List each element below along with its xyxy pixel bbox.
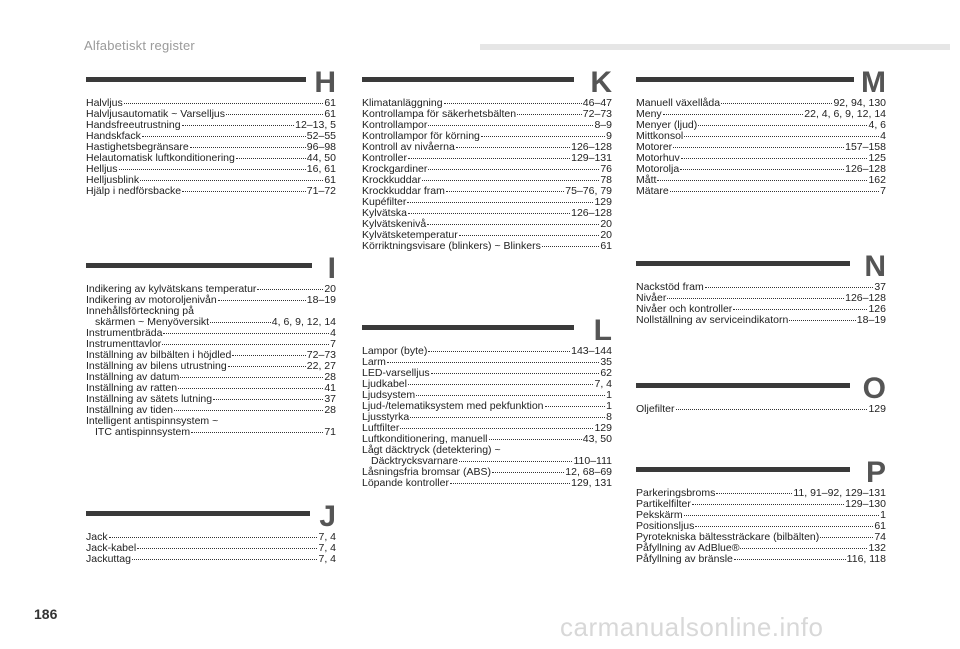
entry-pages: 20 <box>600 218 612 230</box>
section-rule <box>362 77 574 82</box>
entry-pages: 126–128 <box>845 292 886 304</box>
entry-text: Påfyllning av AdBlue® <box>636 542 740 554</box>
entry-text: Indikering av motoroljenivån <box>86 294 217 306</box>
entry-text: Parkeringsbroms <box>636 487 716 499</box>
entry-text: Kontroll av nivåerna <box>362 141 455 153</box>
section-letter: J <box>319 500 336 533</box>
entry-pages: 28 <box>324 404 336 416</box>
entry-text: Kontrollampa för säkerhetsbälten <box>362 108 517 120</box>
entry-pages: 18–19 <box>856 314 886 326</box>
entry-text: Nivåer och kontroller <box>636 303 733 315</box>
entry-pages: 28 <box>324 371 336 383</box>
entry-text: Inställning av ratten <box>86 382 178 394</box>
entry-text: Inställning av datum <box>86 371 180 383</box>
entry-pages: 129 <box>594 422 612 434</box>
entry-text: Krockgardiner <box>362 163 428 175</box>
entry-text: Mått <box>636 174 657 186</box>
entry-text: Ljud-/telematiksystem med pekfunktion <box>362 400 544 412</box>
entry-text: Halvljusautomatik ~ Varselljus <box>86 108 225 120</box>
entry-text: Kontrollampor för körning <box>362 130 480 142</box>
entry-text: Helljus <box>86 163 118 175</box>
entry-text: Kontrollampor <box>362 119 428 131</box>
entry-text: Handsfreeutrustning <box>86 119 181 131</box>
entry-pages: 1 <box>880 509 886 521</box>
entry-pages: 162 <box>868 174 886 186</box>
page-number: 186 <box>34 606 58 622</box>
index-entry[interactable] <box>86 554 336 565</box>
entry-pages: 157–158 <box>845 141 886 153</box>
entry-pages: 46–47 <box>582 97 612 109</box>
entry-text: Motorer <box>636 141 673 153</box>
index-list <box>86 98 336 197</box>
entry-text: Partikelfilter <box>636 498 691 510</box>
entry-pages: 75–76, 79 <box>565 185 612 197</box>
entry-pages: 61 <box>324 108 336 120</box>
entry-pages: 41 <box>324 382 336 394</box>
entry-text: Inställning av sätets lutning <box>86 393 213 405</box>
entry-text: LED-varselljus <box>362 367 430 379</box>
entry-pages: 126–128 <box>571 141 612 153</box>
entry-text: skärmen ~ Menyöversikt <box>95 316 210 328</box>
entry-pages: 1 <box>606 400 612 412</box>
entry-pages: 4, 6 <box>868 119 886 131</box>
entry-text: Lågt däcktryck (detektering) ~ <box>362 444 501 456</box>
entry-text: Däcktrycksvarnare <box>371 455 458 467</box>
entry-text: Påfyllning av bränsle <box>636 553 733 565</box>
entry-text: Pekskärm <box>636 509 683 521</box>
entry-text: Helljusblink <box>86 174 140 186</box>
index-list <box>636 282 886 326</box>
section-letter: P <box>865 456 886 489</box>
entry-text: Jack-kabel <box>86 542 137 554</box>
entry-pages: 71–72 <box>306 185 336 197</box>
entry-pages: 22, 27 <box>306 360 336 372</box>
entry-text: Positionsljus <box>636 520 695 532</box>
entry-pages: 4 <box>880 130 886 142</box>
index-list <box>636 98 886 197</box>
entry-text: Instrumenttavlor <box>86 338 162 350</box>
section-rule <box>86 263 312 268</box>
entry-pages: 35 <box>600 356 612 368</box>
entry-text: ITC antispinnsystem <box>95 426 191 438</box>
index-entry[interactable] <box>636 554 886 565</box>
entry-pages: 12, 68–69 <box>565 466 612 478</box>
entry-pages: 52–55 <box>306 130 336 142</box>
entry-pages: 20 <box>324 283 336 295</box>
entry-pages: 116, 118 <box>846 553 886 565</box>
entry-text: Motorolja <box>636 163 680 175</box>
section-rule <box>636 77 854 82</box>
entry-text: Nollställning av serviceindikatorn <box>636 314 789 326</box>
entry-text: Löpande kontroller <box>362 477 449 489</box>
index-entry[interactable] <box>86 186 336 197</box>
entry-text: Menyer (ljud) <box>636 119 698 131</box>
entry-pages: 126–128 <box>571 207 612 219</box>
entry-text: Inställning av tiden <box>86 404 173 416</box>
entry-pages: 129–131 <box>571 152 612 164</box>
entry-text: Intelligent antispinnsystem ~ <box>86 415 219 427</box>
entry-text: Handskfack <box>86 130 141 142</box>
section-letter: L <box>593 314 612 347</box>
entry-pages: 11, 91–92, 129–131 <box>793 487 886 499</box>
entry-pages: 72–73 <box>306 349 336 361</box>
entry-text: Ljudsystem <box>362 389 416 401</box>
entry-pages: 125 <box>868 152 886 164</box>
entry-pages: 22, 4, 6, 9, 12, 14 <box>804 108 886 120</box>
index-list <box>86 532 336 565</box>
entry-pages: 43, 50 <box>582 433 612 445</box>
entry-text: Hjälp i nedförsbacke <box>86 185 182 197</box>
entry-pages: 8–9 <box>594 119 612 131</box>
section-letter: I <box>327 252 336 285</box>
index-entry[interactable] <box>362 478 612 489</box>
entry-pages: 37 <box>324 393 336 405</box>
entry-pages: 78 <box>600 174 612 186</box>
entry-text: Helautomatisk luftkonditionering <box>86 152 235 164</box>
entry-text: Nackstöd fram <box>636 281 704 293</box>
entry-pages: 129–130 <box>845 498 886 510</box>
index-entry[interactable] <box>636 164 886 175</box>
entry-text: Luftkonditionering, manuell <box>362 433 488 445</box>
entry-pages: 7, 4 <box>318 531 336 543</box>
entry-pages: 61 <box>324 174 336 186</box>
section-rule <box>86 77 306 82</box>
entry-pages: 129 <box>594 196 612 208</box>
entry-pages: 72–73 <box>582 108 612 120</box>
section-rule <box>636 383 850 388</box>
entry-text: Mittkonsol <box>636 130 684 142</box>
entry-pages: 61 <box>324 97 336 109</box>
entry-pages: 71 <box>324 426 336 438</box>
entry-text: Innehållsförteckning på <box>86 305 194 317</box>
section-rule <box>636 261 850 266</box>
index-list <box>86 284 336 438</box>
entry-text: Larm <box>362 356 386 368</box>
entry-pages: 7 <box>330 338 336 350</box>
entry-pages: 92, 94, 130 <box>833 97 886 109</box>
entry-text: Kylvätska <box>362 207 407 219</box>
entry-text: Körriktningsvisare (blinkers) ~ Blinkers <box>362 240 541 252</box>
entry-pages: 132 <box>868 542 886 554</box>
index-list <box>636 404 886 415</box>
entry-text: Lampor (byte) <box>362 345 428 357</box>
entry-pages: 129 <box>868 403 886 415</box>
entry-text: Ljudkabel <box>362 378 407 390</box>
entry-pages: 96–98 <box>306 141 336 153</box>
entry-pages: 7, 4 <box>594 378 612 390</box>
entry-pages: 16, 61 <box>306 163 336 175</box>
index-entry[interactable] <box>636 315 886 326</box>
entry-pages: 44, 50 <box>306 152 336 164</box>
entry-text: Jack <box>86 531 108 543</box>
section-rule <box>362 325 574 330</box>
section-rule <box>636 467 850 472</box>
entry-text: Pyrotekniska bältessträckare (bilbälten) <box>636 531 820 543</box>
index-list <box>636 488 886 565</box>
index-entry[interactable] <box>362 241 612 252</box>
entry-pages: 129, 131 <box>571 477 612 489</box>
index-list <box>362 346 612 489</box>
entry-pages: 74 <box>874 531 886 543</box>
header-title: Alfabetiskt register <box>84 38 195 53</box>
entry-pages: 4, 6, 9, 12, 14 <box>271 316 336 328</box>
entry-text: Luftfilter <box>362 422 400 434</box>
entry-pages: 61 <box>600 240 612 252</box>
entry-text: Motorhuv <box>636 152 680 164</box>
entry-pages: 7 <box>880 185 886 197</box>
entry-pages: 37 <box>874 281 886 293</box>
entry-pages: 143–144 <box>571 345 612 357</box>
entry-text: Krockkuddar fram <box>362 185 445 197</box>
section-rule <box>86 511 310 516</box>
index-entry[interactable] <box>86 153 336 164</box>
header-bar <box>480 44 950 50</box>
entry-text: Ljusstyrka <box>362 411 410 423</box>
entry-text: Meny <box>636 108 662 120</box>
entry-pages: 126–128 <box>845 163 886 175</box>
entry-pages: 20 <box>600 229 612 241</box>
section-letter: O <box>862 372 886 405</box>
section-letter: K <box>590 66 612 99</box>
entry-text: Halvljus <box>86 97 123 109</box>
entry-text: Låsningsfria bromsar (ABS) <box>362 466 491 478</box>
index-entry[interactable] <box>636 404 886 415</box>
entry-text: Manuell växellåda <box>636 97 721 109</box>
entry-pages: 7, 4 <box>318 553 336 565</box>
entry-pages: 7, 4 <box>318 542 336 554</box>
index-entry[interactable] <box>636 175 886 186</box>
entry-text: Kylvätskenivå <box>362 218 427 230</box>
entry-text: Indikering av kylvätskans temperatur <box>86 283 257 295</box>
entry-text: Kontroller <box>362 152 407 164</box>
index-list <box>362 98 612 252</box>
entry-pages: 110–111 <box>573 455 612 467</box>
entry-pages: 62 <box>600 367 612 379</box>
entry-text: Nivåer <box>636 292 667 304</box>
entry-text: Jackuttag <box>86 553 131 565</box>
index-entry[interactable] <box>86 427 336 438</box>
entry-text: Krockkuddar <box>362 174 421 186</box>
index-entry[interactable] <box>362 346 612 357</box>
entry-text: Inställning av bilbälten i höjdled <box>86 349 232 361</box>
entry-text: Kylvätsketemperatur <box>362 229 458 241</box>
entry-pages: 12–13, 5 <box>295 119 336 131</box>
entry-pages: 126 <box>868 303 886 315</box>
entry-text: Mätare <box>636 185 669 197</box>
section-letter: H <box>314 66 336 99</box>
entry-pages: 8 <box>606 411 612 423</box>
index-entry[interactable] <box>636 186 886 197</box>
entry-pages: 18–19 <box>306 294 336 306</box>
entry-pages: 76 <box>600 163 612 175</box>
entry-text: Instrumentbräda <box>86 327 163 339</box>
entry-pages: 4 <box>330 327 336 339</box>
entry-text: Kupéfilter <box>362 196 407 208</box>
entry-pages: 61 <box>874 520 886 532</box>
entry-text: Hastighetsbegränsare <box>86 141 189 153</box>
index-entry[interactable] <box>362 412 612 423</box>
entry-pages: 9 <box>606 130 612 142</box>
entry-text: Klimatanläggning <box>362 97 443 109</box>
section-letter: N <box>864 250 886 283</box>
footer-watermark: carmanualsonline.info <box>560 612 824 642</box>
entry-text: Oljefilter <box>636 403 675 415</box>
entry-text: Inställning av bilens utrustning <box>86 360 227 372</box>
entry-pages: 1 <box>606 389 612 401</box>
section-letter: M <box>861 66 886 99</box>
